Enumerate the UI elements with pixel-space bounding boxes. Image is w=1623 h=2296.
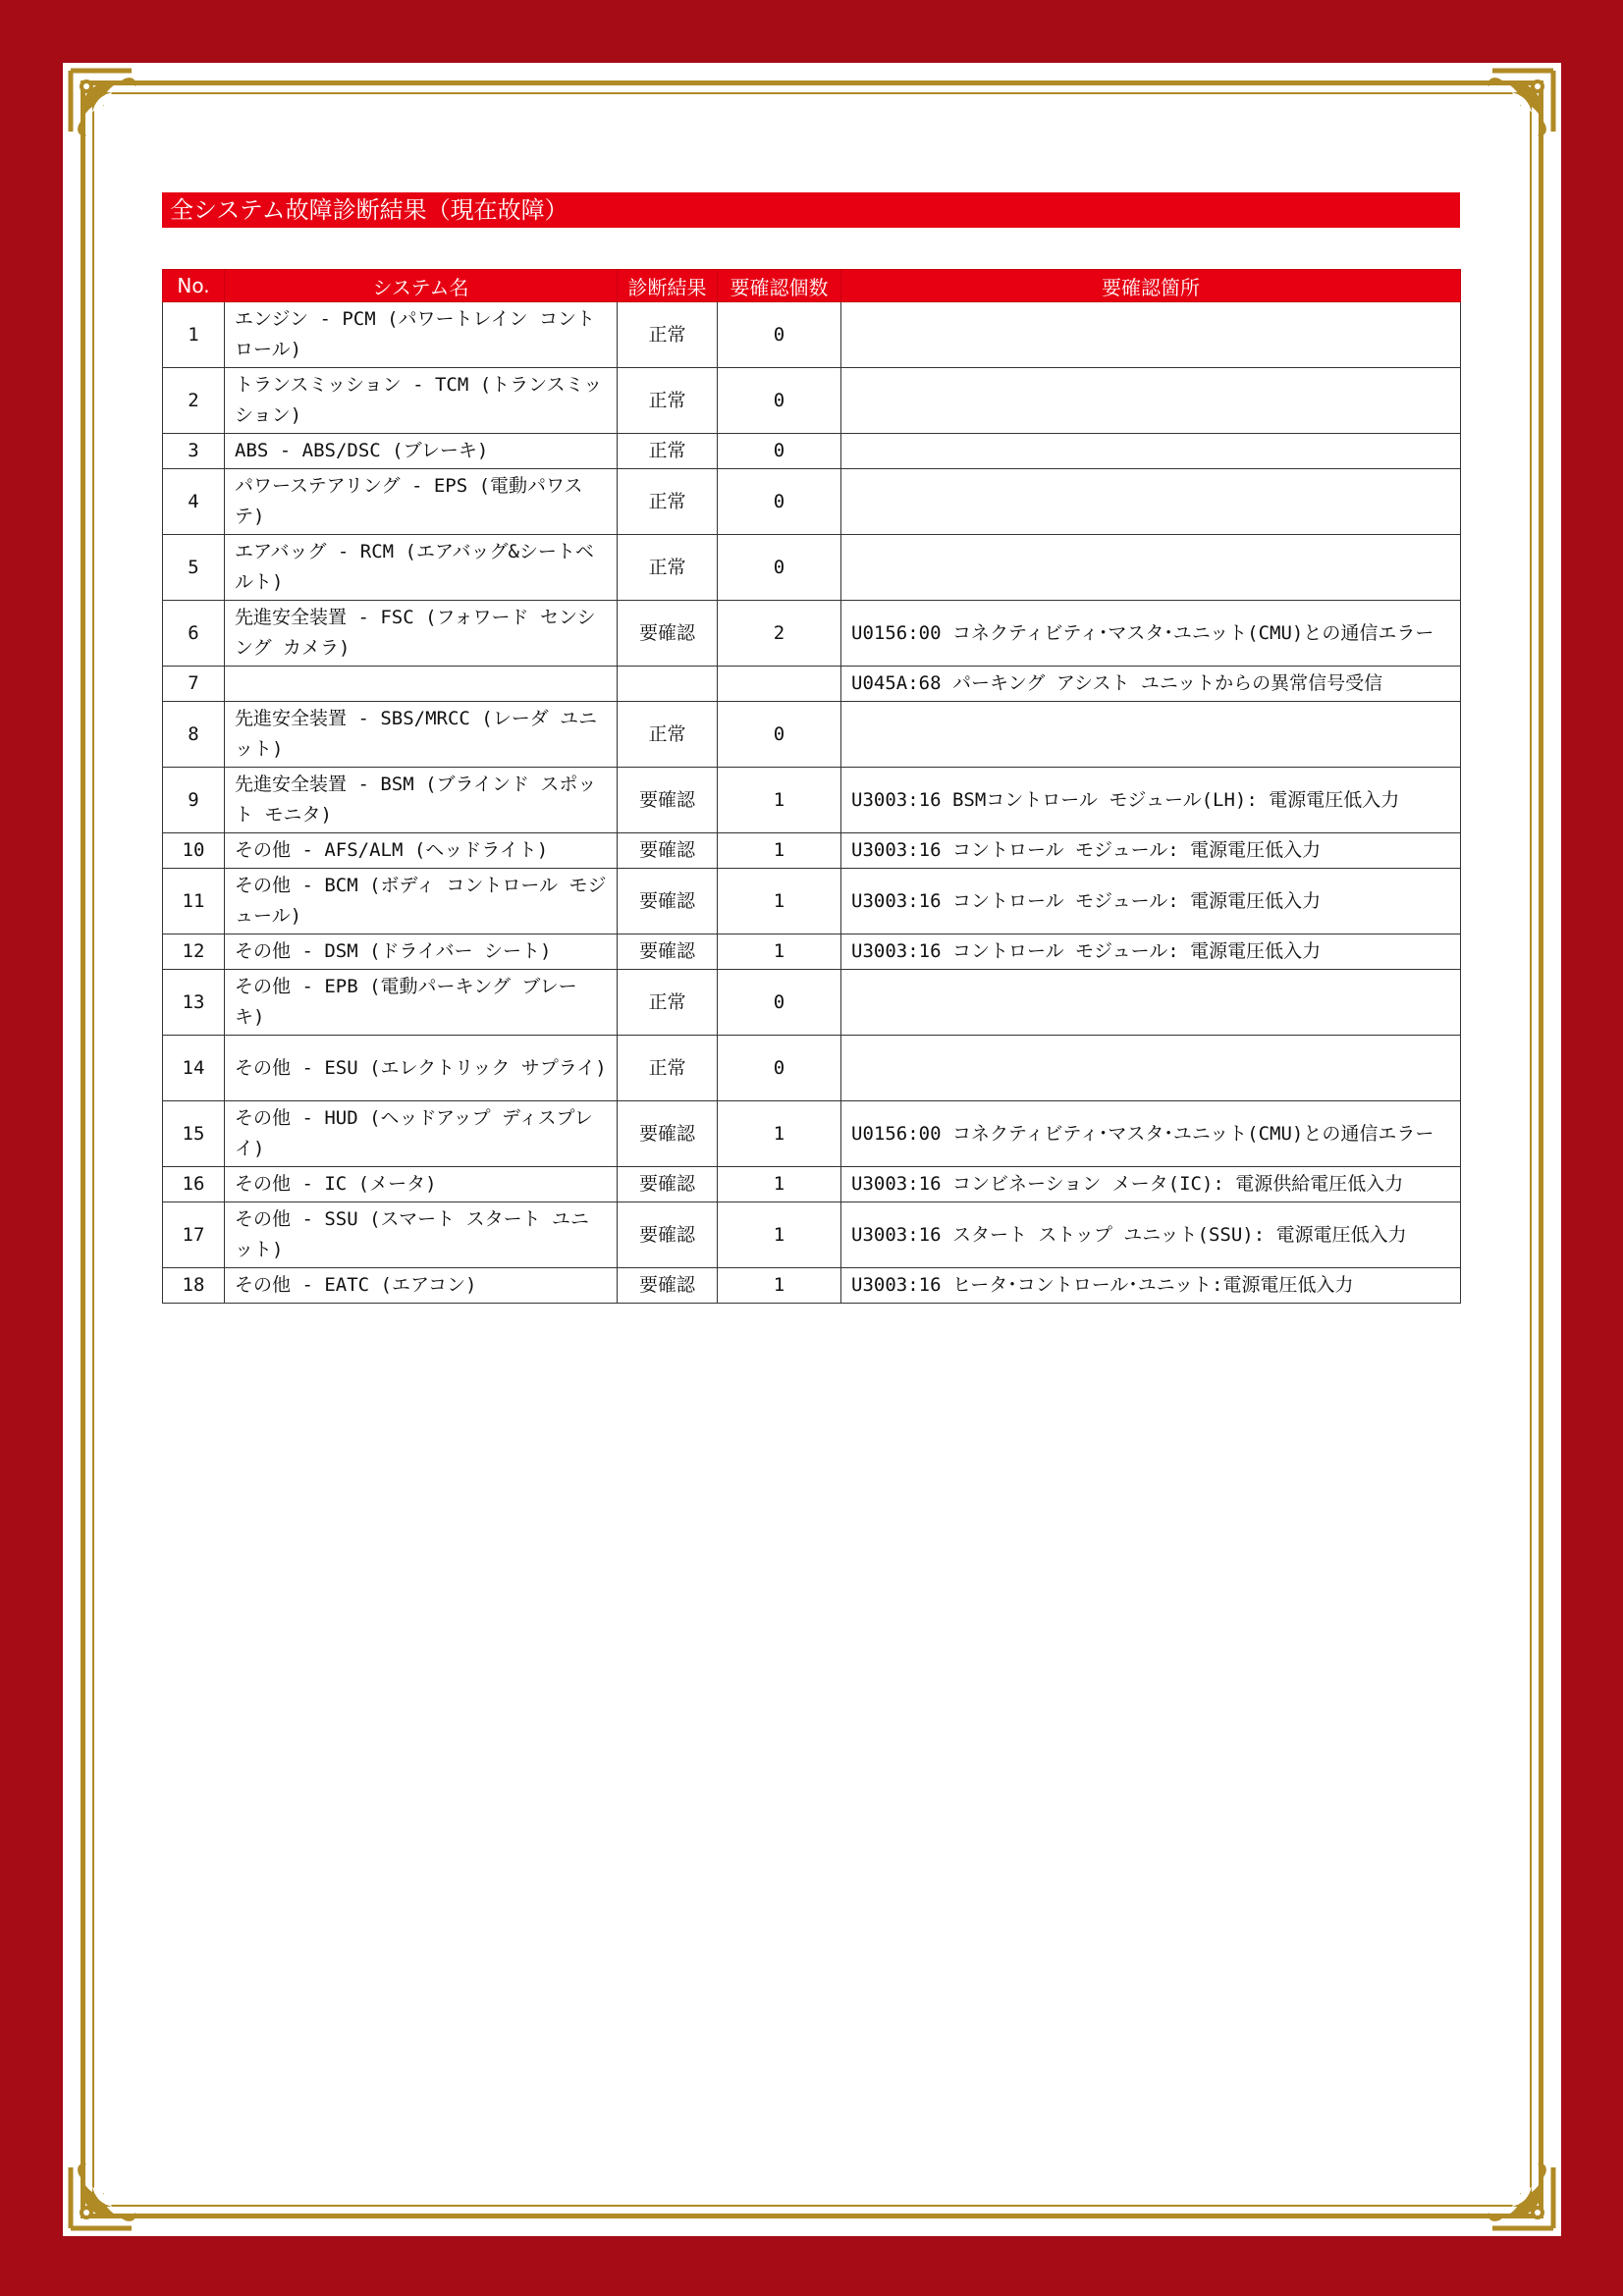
row-check-items: U3003:16 ヒータ･コントロール･ユニット:電源電圧低入力 (841, 1268, 1461, 1304)
row-system-name: その他 - EPB (電動パーキング ブレーキ) (225, 970, 618, 1036)
row-result: 正常 (618, 434, 718, 469)
row-count: 0 (718, 469, 841, 535)
table-row (163, 970, 1461, 1036)
row-system-name: その他 - SSU (スマート スタート ユニット) (225, 1202, 618, 1268)
row-count: 0 (718, 535, 841, 601)
ornament-corner-icon (63, 2138, 161, 2236)
row-check-items: U3003:16 コントロール モジュール: 電源電圧低入力 (841, 869, 1461, 934)
table-row (163, 535, 1461, 601)
row-count: 1 (718, 869, 841, 934)
row-check-items (841, 535, 1461, 601)
row-system-name (225, 667, 618, 702)
row-count: 1 (718, 934, 841, 970)
row-no: 6 (163, 601, 225, 667)
table-header-row (163, 270, 1461, 302)
row-result: 要確認 (618, 869, 718, 934)
row-system-name: その他 - ESU (エレクトリック サプライ) (225, 1036, 618, 1101)
table-row (163, 302, 1461, 368)
row-count (718, 667, 841, 702)
row-system-name: エンジン - PCM (パワートレイン コントロール) (225, 302, 618, 368)
table-body (163, 302, 1461, 1304)
row-count: 1 (718, 1167, 841, 1202)
header-count: 要確認個数 (718, 270, 841, 302)
row-result: 要確認 (618, 1268, 718, 1304)
table-row (163, 667, 1461, 702)
table-row (163, 1202, 1461, 1268)
row-count: 0 (718, 434, 841, 469)
row-count: 1 (718, 1202, 841, 1268)
table-row (163, 434, 1461, 469)
row-count: 0 (718, 302, 841, 368)
row-count: 1 (718, 833, 841, 869)
row-no: 5 (163, 535, 225, 601)
row-check-items: U0156:00 コネクティビティ･マスタ･ユニット(CMU)との通信エラー (841, 1101, 1461, 1167)
row-no: 4 (163, 469, 225, 535)
table-row (163, 368, 1461, 434)
row-result: 正常 (618, 970, 718, 1036)
row-no: 10 (163, 833, 225, 869)
table-row (163, 833, 1461, 869)
header-no: No. (163, 270, 225, 302)
row-check-items: U3003:16 コントロール モジュール: 電源電圧低入力 (841, 833, 1461, 869)
row-count: 1 (718, 1101, 841, 1167)
row-check-items (841, 469, 1461, 535)
row-result: 要確認 (618, 833, 718, 869)
row-count: 0 (718, 970, 841, 1036)
row-count: 0 (718, 702, 841, 768)
row-system-name: 先進安全装置 - BSM (ブラインド スポット モニタ) (225, 768, 618, 833)
table-row (163, 702, 1461, 768)
row-result: 要確認 (618, 1202, 718, 1268)
row-count: 1 (718, 1268, 841, 1304)
row-system-name: その他 - EATC (エアコン) (225, 1268, 618, 1304)
table-row (163, 1167, 1461, 1202)
row-no: 18 (163, 1268, 225, 1304)
table-row (163, 869, 1461, 934)
row-system-name: その他 - IC (メータ) (225, 1167, 618, 1202)
row-system-name: その他 - DSM (ドライバー シート) (225, 934, 618, 970)
row-check-items (841, 368, 1461, 434)
row-no: 12 (163, 934, 225, 970)
row-check-items: U045A:68 パーキング アシスト ユニットからの異常信号受信 (841, 667, 1461, 702)
row-result: 正常 (618, 469, 718, 535)
row-system-name: トランスミッション - TCM (トランスミッション) (225, 368, 618, 434)
table-row (163, 768, 1461, 833)
row-system-name: その他 - AFS/ALM (ヘッドライト) (225, 833, 618, 869)
row-result: 要確認 (618, 1167, 718, 1202)
row-result: 正常 (618, 302, 718, 368)
row-count: 2 (718, 601, 841, 667)
ornament-corner-icon (63, 63, 161, 161)
row-no: 15 (163, 1101, 225, 1167)
row-result (618, 667, 718, 702)
header-result: 診断結果 (618, 270, 718, 302)
row-check-items: U3003:16 コントロール モジュール: 電源電圧低入力 (841, 934, 1461, 970)
row-result: 要確認 (618, 768, 718, 833)
row-count: 0 (718, 368, 841, 434)
row-system-name: エアバッグ - RCM (エアバッグ&シートベルト) (225, 535, 618, 601)
table-row (163, 601, 1461, 667)
table-row (163, 1036, 1461, 1101)
row-result: 要確認 (618, 601, 718, 667)
row-check-items: U3003:16 スタート ストップ ユニット(SSU): 電源電圧低入力 (841, 1202, 1461, 1268)
ornament-corner-icon (1463, 63, 1561, 161)
report-title: 全システム故障診断結果（現在故障） (162, 192, 1460, 228)
diagnosis-table (162, 269, 1461, 1304)
row-no: 13 (163, 970, 225, 1036)
row-check-items (841, 970, 1461, 1036)
row-check-items (841, 702, 1461, 768)
row-check-items: U3003:16 コンビネーション メータ(IC): 電源供給電圧低入力 (841, 1167, 1461, 1202)
row-check-items (841, 1036, 1461, 1101)
header-system-name: システム名 (225, 270, 618, 302)
header-check-items: 要確認箇所 (841, 270, 1461, 302)
row-check-items: U3003:16 BSMコントロール モジュール(LH): 電源電圧低入力 (841, 768, 1461, 833)
row-system-name: ABS - ABS/DSC (ブレーキ) (225, 434, 618, 469)
row-no: 8 (163, 702, 225, 768)
row-no: 2 (163, 368, 225, 434)
row-result: 正常 (618, 702, 718, 768)
row-result: 正常 (618, 535, 718, 601)
table-row (163, 469, 1461, 535)
row-no: 14 (163, 1036, 225, 1101)
row-check-items (841, 302, 1461, 368)
row-result: 正常 (618, 368, 718, 434)
row-no: 16 (163, 1167, 225, 1202)
table-row (163, 934, 1461, 970)
row-system-name: 先進安全装置 - FSC (フォワード センシング カメラ) (225, 601, 618, 667)
row-system-name: その他 - HUD (ヘッドアップ ディスプレイ) (225, 1101, 618, 1167)
table-row (163, 1268, 1461, 1304)
row-system-name: その他 - BCM (ボディ コントロール モジュール) (225, 869, 618, 934)
row-no: 9 (163, 768, 225, 833)
row-result: 要確認 (618, 1101, 718, 1167)
row-result: 正常 (618, 1036, 718, 1101)
ornament-corner-icon (1463, 2138, 1561, 2236)
row-no: 1 (163, 302, 225, 368)
row-count: 1 (718, 768, 841, 833)
row-count: 0 (718, 1036, 841, 1101)
row-no: 17 (163, 1202, 225, 1268)
row-no: 11 (163, 869, 225, 934)
row-result: 要確認 (618, 934, 718, 970)
row-system-name: 先進安全装置 - SBS/MRCC (レーダ ユニット) (225, 702, 618, 768)
row-system-name: パワーステアリング - EPS (電動パワステ) (225, 469, 618, 535)
row-no: 7 (163, 667, 225, 702)
table-row (163, 1101, 1461, 1167)
row-check-items (841, 434, 1461, 469)
row-check-items: U0156:00 コネクティビティ･マスタ･ユニット(CMU)との通信エラー (841, 601, 1461, 667)
row-no: 3 (163, 434, 225, 469)
